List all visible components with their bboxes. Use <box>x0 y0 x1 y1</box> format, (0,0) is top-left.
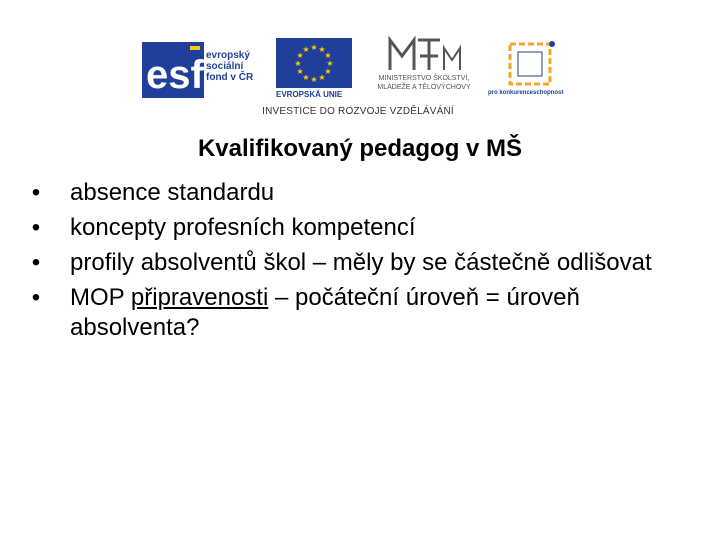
msmt-logo <box>362 34 486 100</box>
bullet-text-after: – počáteční úroveň = úroveň absolventa? <box>70 284 580 341</box>
invest-caption: INVESTICE DO ROZVOJE VZDĚLÁVÁNÍ <box>262 106 454 117</box>
opvk-logo <box>488 38 580 104</box>
logo-band <box>138 34 578 128</box>
eu-star-icon: ★ <box>294 59 302 68</box>
eu-star-icon: ★ <box>324 67 332 76</box>
bullet-text-before: MOP <box>70 284 131 311</box>
slide-title: Kvalifikovaný pedagog v MŠ <box>197 135 523 162</box>
eu-star-icon: ★ <box>296 67 304 76</box>
eu-star-icon: ★ <box>310 75 318 84</box>
esf-mark <box>142 42 204 98</box>
eu-star-icon: ★ <box>310 43 318 52</box>
opvk-mark-icon <box>488 38 580 88</box>
bullet-text: koncepty profesních kompetencí <box>70 214 416 241</box>
esf-line-2: sociální <box>206 61 244 72</box>
eu-star-icon: ★ <box>324 51 332 60</box>
bullet-item <box>28 178 668 208</box>
bullet-dot: • <box>31 284 41 311</box>
msmt-line-2: MLÁDEŽE A TĚLOVÝCHOVY <box>377 84 471 91</box>
eu-star-icon: ★ <box>318 72 326 82</box>
bullet-dot: • <box>31 249 41 276</box>
eu-star-icon: ★ <box>326 59 334 68</box>
esf-line-3: fond v ČR <box>206 72 254 83</box>
eu-flag-icon <box>276 38 352 88</box>
eu-logo <box>276 38 352 98</box>
opvk-caption: pro konkurenceschopnost <box>488 90 564 96</box>
bullet-dot: • <box>31 179 41 206</box>
bullet-item <box>28 283 668 343</box>
bullet-dot: • <box>31 214 41 241</box>
msmt-mark-icon <box>362 34 486 74</box>
bullet-text-underlined: připravenosti <box>130 284 269 311</box>
bullet-item <box>28 248 668 278</box>
esf-line-1: evropský <box>206 50 250 61</box>
eu-star-icon: ★ <box>302 45 310 55</box>
esf-text <box>206 50 253 83</box>
eu-caption: EVROPSKÁ UNIE <box>276 90 343 99</box>
msmt-line-1: MINISTERSTVO ŠKOLSTVÍ, <box>378 75 470 82</box>
eu-star-icon: ★ <box>318 45 326 55</box>
bullet-item <box>28 213 668 243</box>
msmt-caption <box>362 74 486 92</box>
eu-star-icon: ★ <box>302 72 310 82</box>
bullet-text: profily absolventů škol – měly by se částečně odlišovat <box>70 249 652 276</box>
svg-text:esf: esf <box>146 53 204 97</box>
bullet-list <box>28 178 668 348</box>
eu-star-icon: ★ <box>296 51 304 60</box>
bullet-text: absence standardu <box>70 179 275 206</box>
esf-logo <box>138 38 274 98</box>
